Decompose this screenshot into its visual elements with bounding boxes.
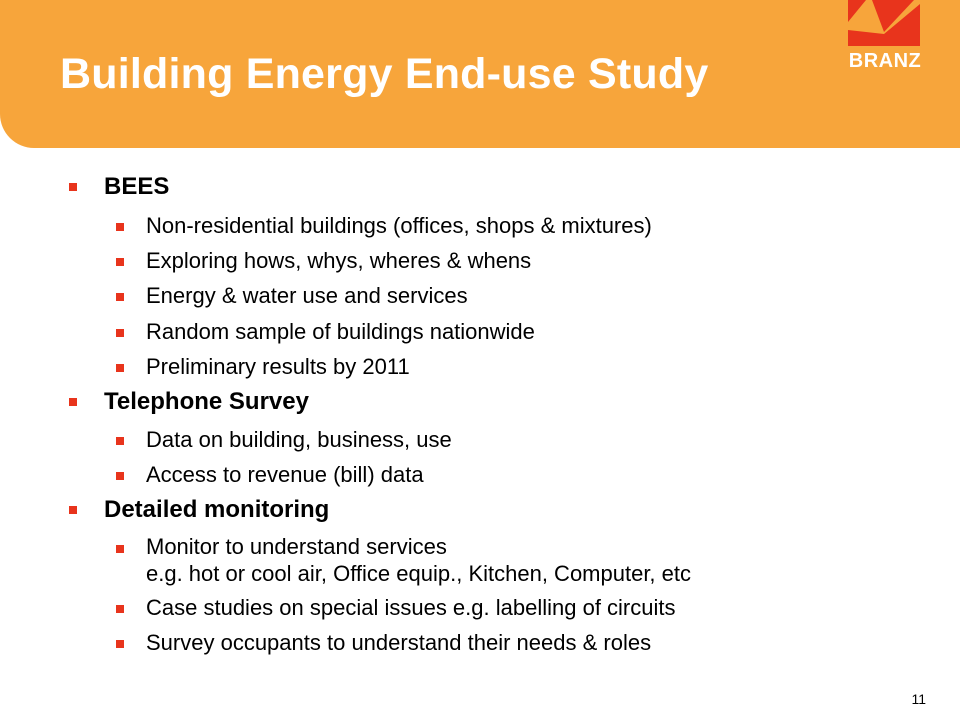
slide-number: 11 <box>911 691 926 707</box>
list-item: Random sample of buildings nationwide <box>146 319 535 344</box>
bullet-marker-icon <box>116 223 124 231</box>
bullet-marker-icon <box>116 640 124 648</box>
bullet-marker-icon <box>116 293 124 301</box>
bullet-marker-icon <box>116 258 124 266</box>
list-item-line: Monitor to understand services <box>146 534 447 559</box>
bullet-heading-telephone-survey: Telephone Survey <box>104 388 309 415</box>
list-item: Energy & water use and services <box>146 283 468 308</box>
list-item: Non-residential buildings (offices, shops & mixtures) <box>146 213 652 238</box>
bullet-marker-icon <box>116 364 124 372</box>
list-item: Data on building, business, use <box>146 427 452 452</box>
list-item-continuation: e.g. hot or cool air, Office equip., Kitchen, Computer, etc <box>146 561 692 586</box>
list-item: Access to revenue (bill) data <box>146 462 424 487</box>
bullet-heading-bees: BEES <box>104 173 170 200</box>
bullet-heading-detailed-monitoring: Detailed monitoring <box>104 496 330 523</box>
list-item: Exploring hows, whys, wheres & whens <box>146 248 532 273</box>
bullet-marker-icon <box>116 329 124 337</box>
list-item: Case studies on special issues e.g. labelling of circuits <box>146 595 676 620</box>
list-item: Survey occupants to understand their needs & roles <box>146 630 652 655</box>
bullet-marker-icon <box>69 506 77 514</box>
slide-title: Building Energy End-use Study <box>60 50 709 98</box>
bullet-marker-icon <box>116 472 124 480</box>
bullet-marker-icon <box>116 545 124 553</box>
list-item: Preliminary results by 2011 <box>146 354 410 379</box>
bullet-marker-icon <box>69 398 77 406</box>
bullet-marker-icon <box>69 183 77 191</box>
bullet-marker-icon <box>116 605 124 613</box>
logo-text: BRANZ <box>848 50 922 72</box>
bullet-marker-icon <box>116 437 124 445</box>
list-item <box>146 533 691 587</box>
